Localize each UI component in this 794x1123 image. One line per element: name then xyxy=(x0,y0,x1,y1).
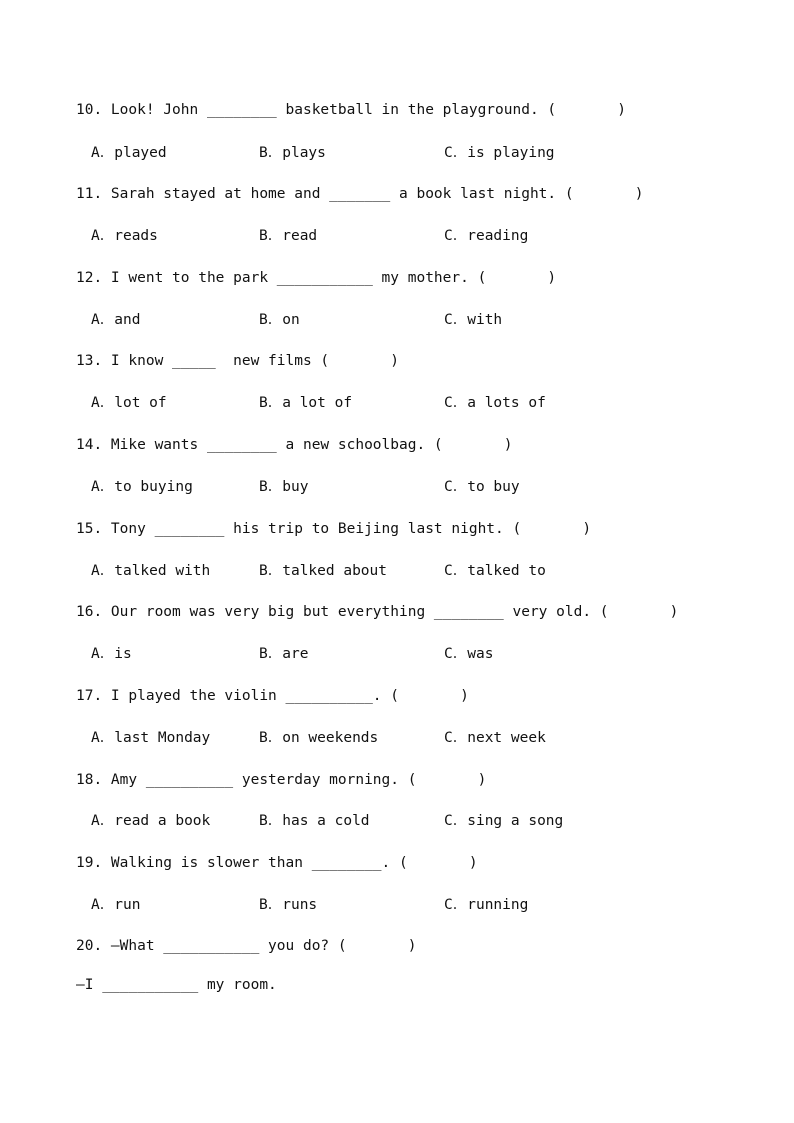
question-17-options xyxy=(91,728,751,748)
option-c: C．a lots of xyxy=(444,395,546,411)
question-20-answer-line: —I ___________ my room. xyxy=(76,977,277,993)
option-b: B．are xyxy=(259,646,309,662)
question-11-options xyxy=(91,226,751,246)
option-c: C．is playing xyxy=(444,145,555,161)
question-16-options xyxy=(91,644,751,664)
question-18-options xyxy=(91,811,751,831)
option-a: A．read a book xyxy=(91,813,211,829)
option-b: B．plays xyxy=(259,145,326,161)
question-16: 16. Our room was very big but everything ________ very old. ( ) xyxy=(76,604,679,620)
option-a: A．run xyxy=(91,897,141,913)
option-c: C．was xyxy=(444,646,494,662)
question-20: 20. —What ___________ you do? ( ) xyxy=(76,938,417,954)
option-c: C．to buy xyxy=(444,479,520,495)
question-15: 15. Tony ________ his trip to Beijing last night. ( ) xyxy=(76,521,592,537)
question-15-options xyxy=(91,561,751,581)
option-b: B．runs xyxy=(259,897,318,913)
question-14-options xyxy=(91,477,751,497)
option-a: A．talked with xyxy=(91,563,211,579)
option-c: C．running xyxy=(444,897,529,913)
option-b: B．has a cold xyxy=(259,813,370,829)
option-a: A．is xyxy=(91,646,132,662)
option-a: A．and xyxy=(91,312,141,328)
question-17: 17. I played the violin __________. ( ) xyxy=(76,688,469,704)
question-10: 10. Look! John ________ basketball in the playground. ( ) xyxy=(76,102,626,118)
question-12-options xyxy=(91,310,751,330)
option-c: C．next week xyxy=(444,730,546,746)
option-b: B．on xyxy=(259,312,300,328)
option-a: A．last Monday xyxy=(91,730,211,746)
question-19: 19. Walking is slower than ________. ( ) xyxy=(76,855,478,871)
option-a: A．lot of xyxy=(91,395,167,411)
option-b: B．on weekends xyxy=(259,730,379,746)
option-c: C．sing a song xyxy=(444,813,564,829)
option-a: A．played xyxy=(91,145,167,161)
option-c: C．with xyxy=(444,312,503,328)
question-10-options xyxy=(91,143,751,163)
option-c: C．reading xyxy=(444,228,529,244)
option-b: B．buy xyxy=(259,479,309,495)
option-b: B．read xyxy=(259,228,318,244)
option-c: C．talked to xyxy=(444,563,546,579)
option-b: B．a lot of xyxy=(259,395,353,411)
question-13-options xyxy=(91,393,751,413)
question-19-options xyxy=(91,895,751,915)
option-a: A．reads xyxy=(91,228,158,244)
question-18: 18. Amy __________ yesterday morning. ( ) xyxy=(76,772,487,788)
option-a: A．to buying xyxy=(91,479,193,495)
question-14: 14. Mike wants ________ a new schoolbag. ( ) xyxy=(76,437,513,453)
question-12: 12. I went to the park ___________ my mother. ( ) xyxy=(76,270,557,286)
option-b: B．talked about xyxy=(259,563,387,579)
question-11: 11. Sarah stayed at home and _______ a book last night. ( ) xyxy=(76,186,644,202)
question-13: 13. I know _____ new films ( ) xyxy=(76,353,400,369)
